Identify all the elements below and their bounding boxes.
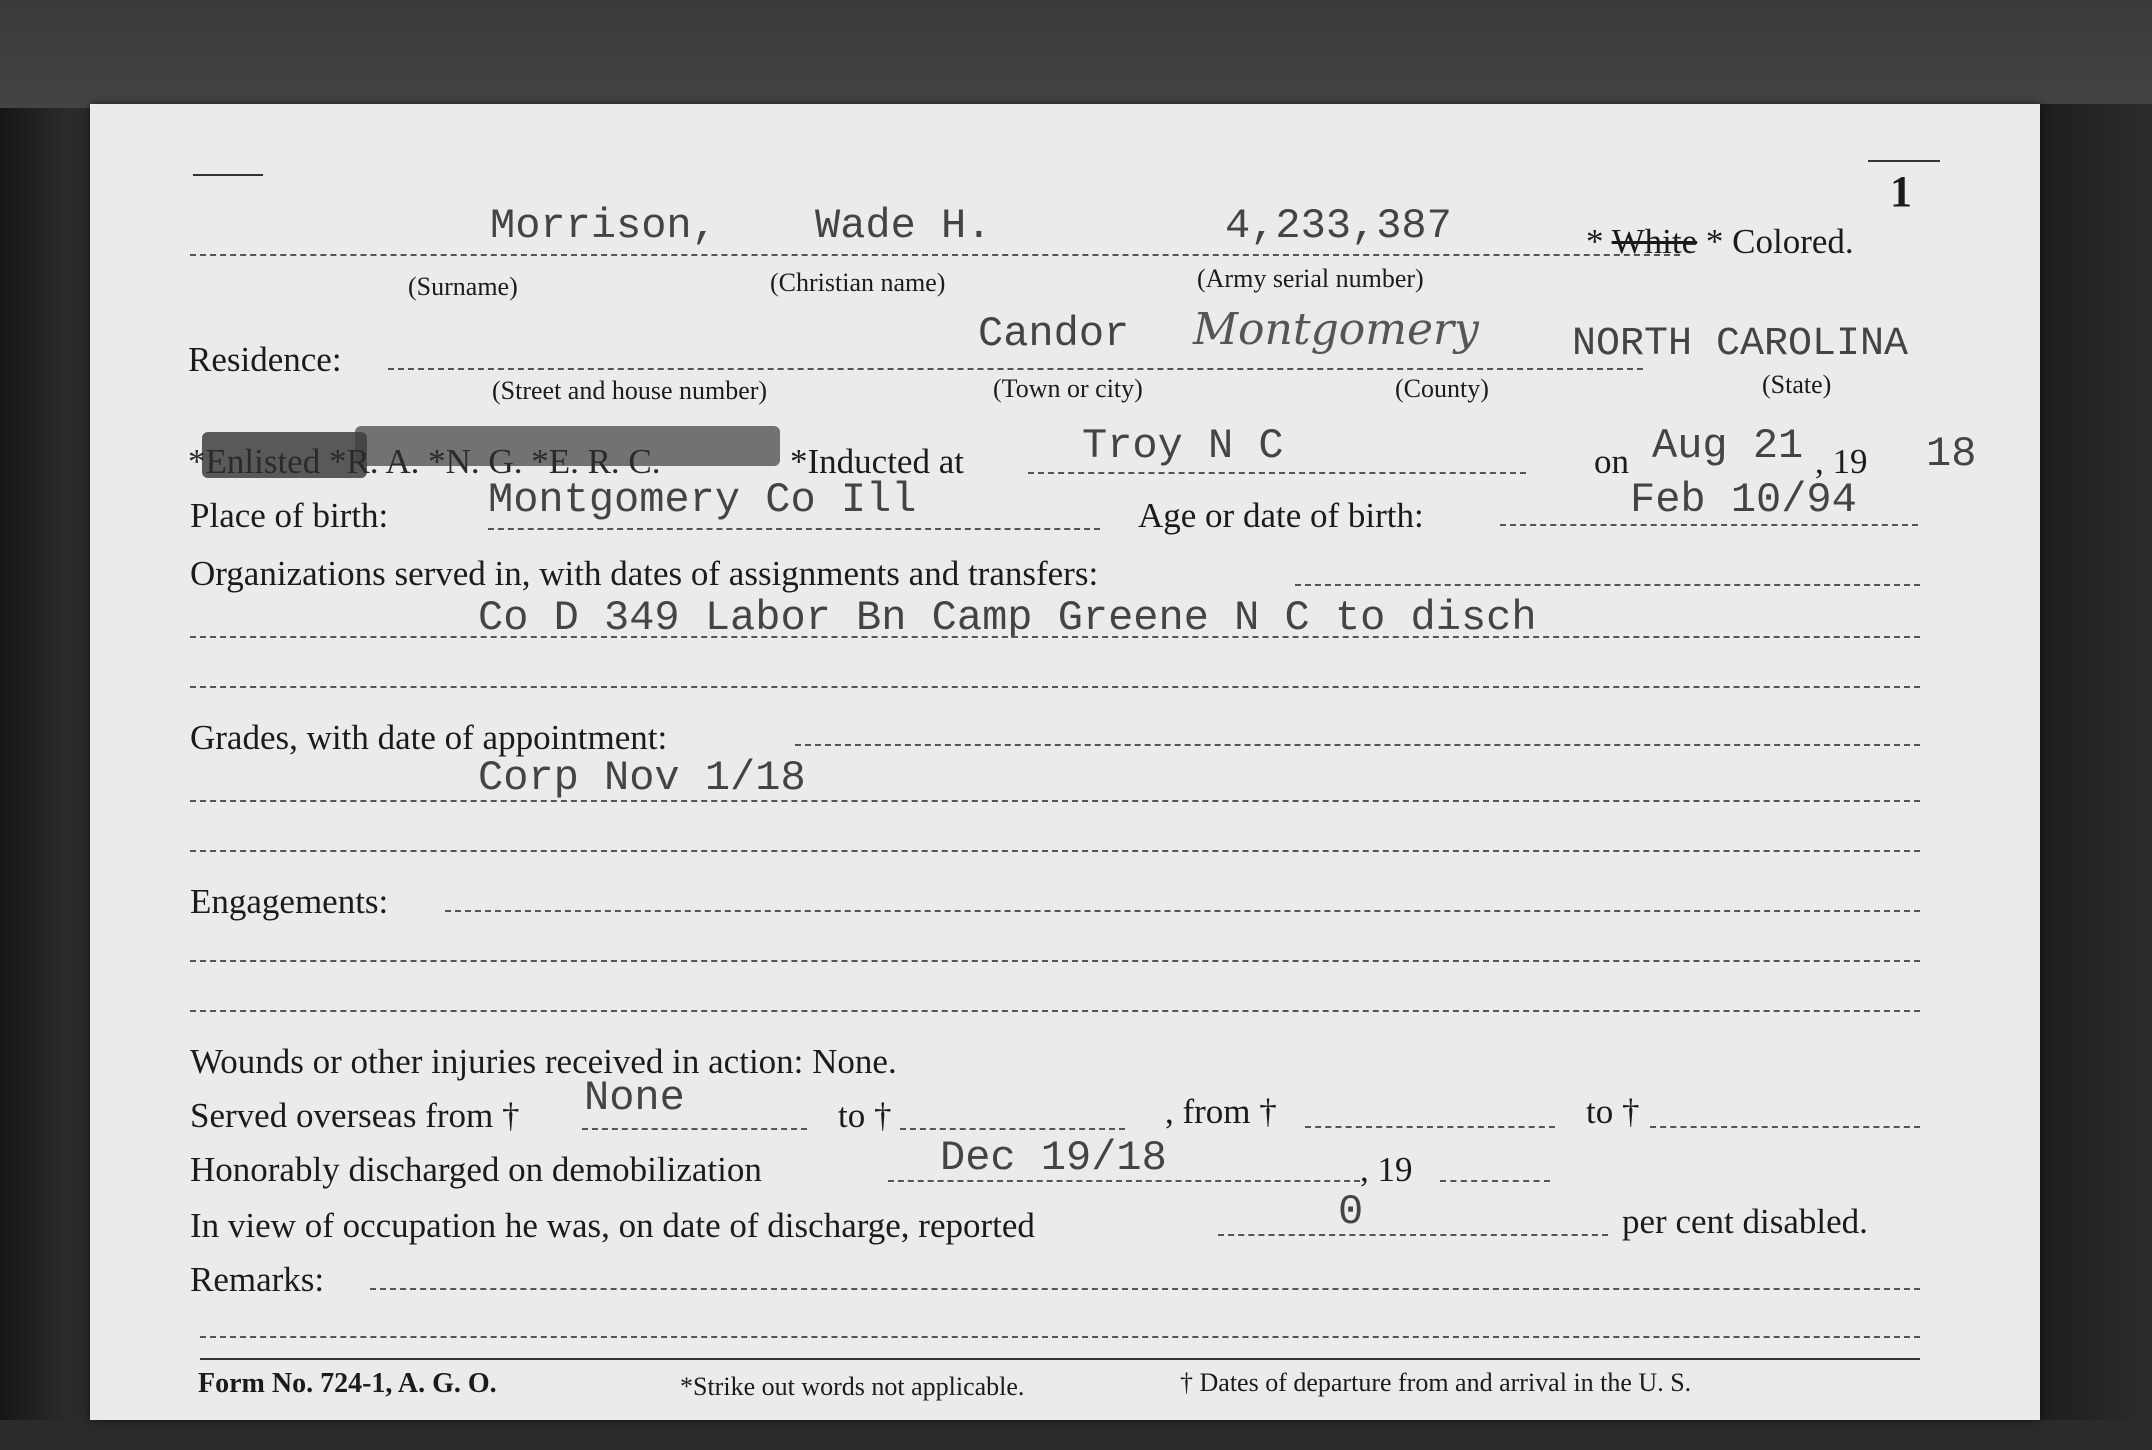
disabled-label: In view of occupation he was, on date of discharge, reported <box>190 1206 1035 1245</box>
overseas-to-label: to † <box>838 1096 892 1135</box>
year-prefix: , 19 <box>1815 442 1868 481</box>
engagements-line-3 <box>190 1010 1920 1012</box>
inducted-place-value: Troy N C <box>1082 422 1284 470</box>
county-value-handwritten: Montgomery <box>1193 304 1479 355</box>
age-label: Age or date of birth: <box>1138 496 1424 535</box>
enlisted-options-struck: *Enlisted *R. A. *N. G. *E. R. C. <box>188 442 661 481</box>
on-label: on <box>1594 442 1629 481</box>
caption-town: (Town or city) <box>993 374 1143 403</box>
grades-label: Grades, with date of appointment: <box>190 718 668 757</box>
surname-value: Morrison, <box>490 202 717 250</box>
scan-background-top <box>0 0 2152 108</box>
footnote-strike-out: *Strike out words not applicable. <box>680 1372 1025 1401</box>
overseas-from2-label: , from † <box>1165 1092 1277 1131</box>
grades-value: Corp Nov 1/18 <box>478 754 806 802</box>
wounds-label: Wounds or other injuries received in action: None. <box>190 1042 897 1081</box>
inducted-place-line <box>1028 472 1526 474</box>
scan-background-bottom <box>0 1420 2152 1450</box>
overseas-from-value: None <box>584 1074 685 1122</box>
grades-line-3 <box>190 850 1920 852</box>
caption-christian-name: (Christian name) <box>770 268 946 297</box>
overseas-to-line <box>900 1128 1125 1130</box>
scan-background-right <box>2038 104 2152 1450</box>
disabled-line <box>1218 1234 1608 1236</box>
corner-mark-right <box>1868 160 1940 162</box>
overseas-from-label: Served overseas from † <box>190 1096 520 1135</box>
organizations-line-2 <box>190 636 1920 638</box>
discharge-label: Honorably discharged on demobilization <box>190 1150 762 1189</box>
birth-place-value: Montgomery Co Ill <box>488 476 917 524</box>
corner-mark-left <box>193 174 263 176</box>
birth-date-line <box>1500 524 1918 526</box>
form-number: Form No. 724-1, A. G. O. <box>198 1368 497 1399</box>
birth-place-line <box>488 528 1100 530</box>
disabled-suffix: per cent disabled. <box>1622 1202 1868 1241</box>
race-field <box>1586 222 1854 262</box>
service-record-card <box>90 104 2040 1420</box>
remarks-line-2 <box>200 1336 1920 1338</box>
card-number: 1 <box>1890 167 1912 216</box>
remarks-line-1 <box>370 1288 1920 1290</box>
caption-surname: (Surname) <box>408 272 518 301</box>
overseas-from2-line <box>1305 1126 1555 1128</box>
grades-line-1 <box>795 744 1920 746</box>
footer-rule <box>200 1358 1920 1360</box>
serial-number-value: 4,233,387 <box>1225 202 1452 250</box>
engagements-line-2 <box>190 960 1920 962</box>
discharge-year-prefix: , 19 <box>1360 1150 1413 1189</box>
residence-label: Residence: <box>188 340 342 379</box>
caption-street: (Street and house number) <box>492 376 768 405</box>
engagements-line-1 <box>445 910 1920 912</box>
engagements-label: Engagements: <box>190 882 389 921</box>
organizations-value: Co D 349 Labor Bn Camp Greene N C to disch <box>478 594 1537 642</box>
caption-serial-number: (Army serial number) <box>1197 264 1424 293</box>
footnote-dates: † Dates of departure from and arrival in the U. S. <box>1180 1368 1692 1397</box>
race-colored: * Colored. <box>1705 222 1854 261</box>
name-line <box>190 254 1680 256</box>
residence-line <box>388 368 1643 370</box>
inducted-year-value: 18 <box>1926 430 1977 478</box>
discharge-year-line <box>1440 1180 1550 1182</box>
inducted-label: *Inducted at <box>790 442 964 481</box>
caption-state: (State) <box>1762 370 1832 399</box>
inducted-date-value: Aug 21 <box>1652 422 1804 470</box>
birth-place-label: Place of birth: <box>190 496 389 535</box>
organizations-line-1 <box>1295 584 1920 586</box>
organizations-label: Organizations served in, with dates of assignments and transfers: <box>190 554 1099 593</box>
caption-county: (County) <box>1395 374 1489 403</box>
discharge-date-value: Dec 19/18 <box>940 1134 1167 1182</box>
discharge-line <box>888 1180 1360 1182</box>
disabled-value: 0 <box>1338 1188 1364 1236</box>
state-value: NORTH CAROLINA <box>1572 322 1909 367</box>
race-prefix: * <box>1586 222 1604 261</box>
remarks-label: Remarks: <box>190 1260 325 1299</box>
birth-date-value: Feb 10/94 <box>1630 476 1857 524</box>
overseas-to2-label: to † <box>1586 1092 1640 1131</box>
overseas-to2-line <box>1650 1126 1920 1128</box>
town-value: Candor <box>978 310 1130 358</box>
grades-line-2 <box>190 800 1920 802</box>
organizations-line-3 <box>190 686 1920 688</box>
overseas-from-line <box>582 1128 807 1130</box>
christian-name-value: Wade H. <box>815 202 992 250</box>
race-white-struck: White <box>1611 222 1698 261</box>
